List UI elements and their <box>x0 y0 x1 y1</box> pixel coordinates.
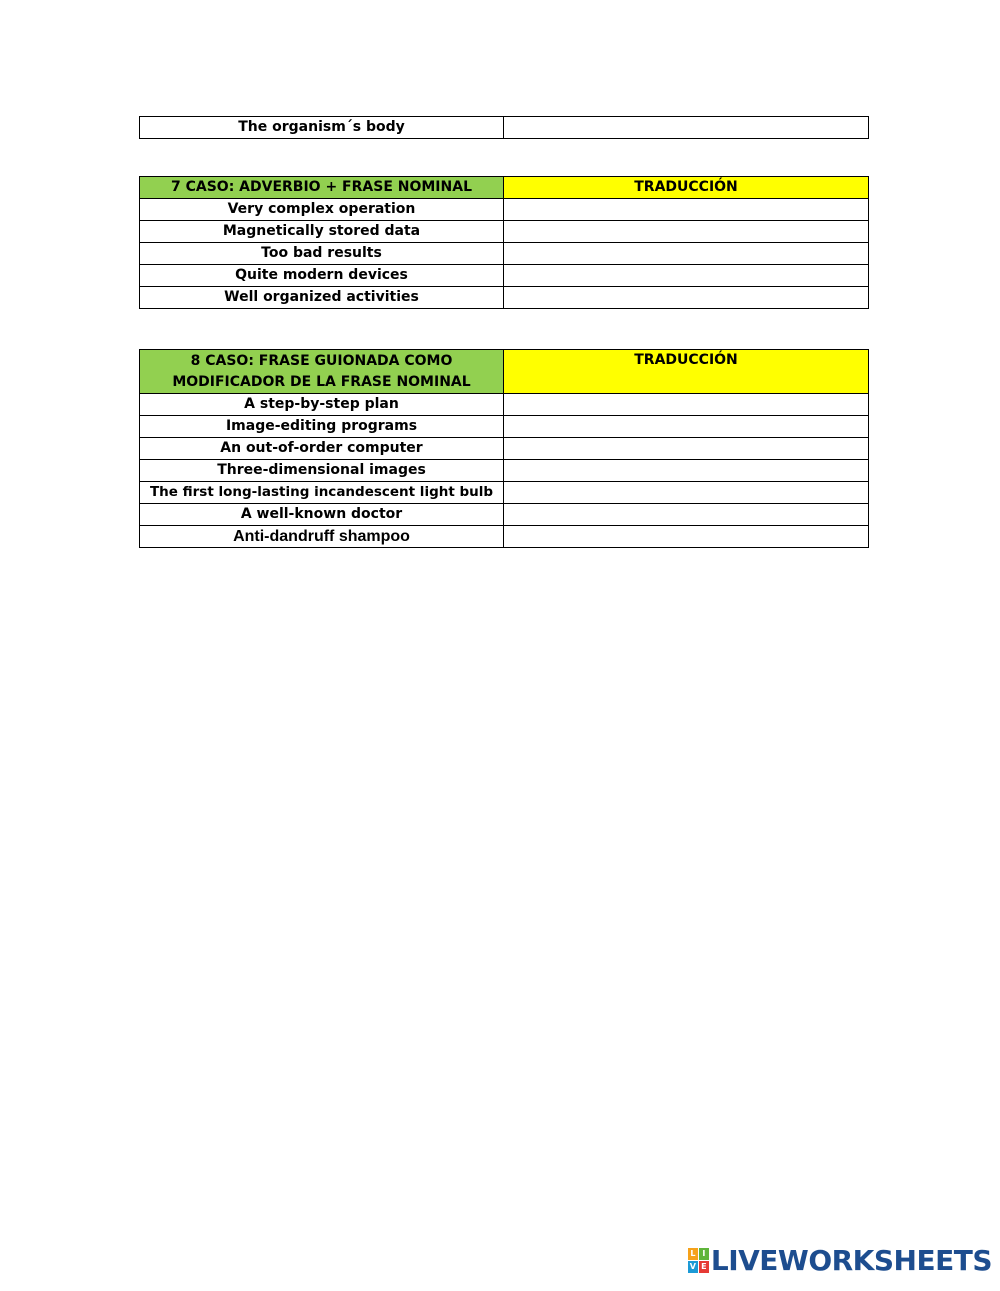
table-row <box>140 221 869 243</box>
term-cell: Quite modern devices <box>140 265 504 287</box>
liveworksheets-logo <box>688 1244 992 1277</box>
adverb-noun-phrase-table <box>139 176 869 309</box>
translation-input[interactable] <box>504 482 869 504</box>
term-cell: Anti-dandruff shampoo <box>140 526 504 548</box>
term-cell: The first long-lasting incandescent light bulb <box>140 482 504 504</box>
organism-table <box>139 116 869 139</box>
table-header-row <box>140 177 869 199</box>
translation-input[interactable] <box>504 416 869 438</box>
term-cell: Image-editing programs <box>140 416 504 438</box>
translation-input[interactable] <box>504 221 869 243</box>
translation-input[interactable] <box>504 199 869 221</box>
table-row <box>140 394 869 416</box>
term-cell: A well-known doctor <box>140 504 504 526</box>
translation-input[interactable] <box>504 287 869 309</box>
logo-tile: V <box>689 1262 696 1271</box>
header-case-8 <box>140 350 504 394</box>
table-row <box>140 438 869 460</box>
term-cell: Very complex operation <box>140 199 504 221</box>
translation-input[interactable] <box>504 526 869 548</box>
translation-input[interactable] <box>504 504 869 526</box>
translation-input[interactable] <box>504 438 869 460</box>
table-row <box>140 482 869 504</box>
term-cell: A step-by-step plan <box>140 394 504 416</box>
term-cell: Well organized activities <box>140 287 504 309</box>
logo-tile: L <box>688 1248 698 1260</box>
hyphenated-phrase-table <box>139 349 869 548</box>
term-cell: Three-dimensional images <box>140 460 504 482</box>
table-row <box>140 117 869 139</box>
table-row <box>140 265 869 287</box>
table-row <box>140 416 869 438</box>
header-case-7: 7 CASO: ADVERBIO + FRASE NOMINAL <box>140 177 504 199</box>
translation-input[interactable] <box>504 265 869 287</box>
term-cell: Magnetically stored data <box>140 221 504 243</box>
translation-input[interactable] <box>504 394 869 416</box>
term-cell: The organism´s body <box>140 117 504 139</box>
header-translation: TRADUCCIÓN <box>504 350 869 394</box>
term-cell: An out-of-order computer <box>140 438 504 460</box>
term-cell: Too bad results <box>140 243 504 265</box>
translation-input[interactable] <box>504 460 869 482</box>
translation-input[interactable] <box>504 243 869 265</box>
logo-tile: I <box>699 1248 709 1260</box>
table-header-row <box>140 350 869 394</box>
header-translation: TRADUCCIÓN <box>504 177 869 199</box>
header-case-8-line2: MODIFICADOR DE LA FRASE NOMINAL <box>172 373 471 390</box>
header-case-8-line1: 8 CASO: FRASE GUIONADA COMO <box>190 352 453 369</box>
table-row <box>140 287 869 309</box>
logo-tiles-icon <box>688 1248 709 1273</box>
table-row <box>140 526 869 548</box>
table-row <box>140 460 869 482</box>
logo-tile: E <box>699 1261 709 1273</box>
table-row <box>140 504 869 526</box>
brand-name: LIVEWORKSHEETS <box>710 1244 992 1277</box>
translation-input[interactable] <box>504 117 869 139</box>
table-row <box>140 199 869 221</box>
table-row <box>140 243 869 265</box>
